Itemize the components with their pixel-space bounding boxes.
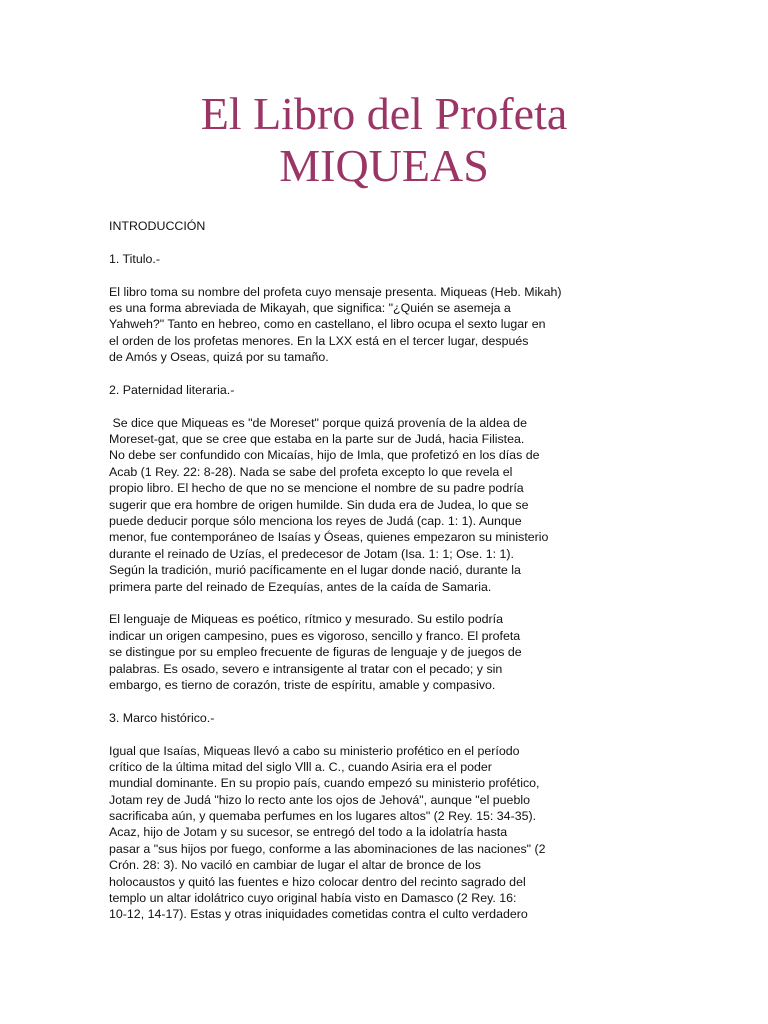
section-1-paragraph [109, 284, 589, 366]
section-3-heading: 3. Marco histórico.- [109, 710, 215, 725]
text-line: templo un altar idolátrico cuyo original había visto en Damasco (2 Rey. 16: [109, 891, 517, 906]
section-2-paragraph-1 [109, 415, 589, 595]
text-line: palabras. Es osado, severo e intransigente al tratar con el pecado; y sin [109, 661, 503, 676]
text-line: Igual que Isaías, Miqueas llevó a cabo su ministerio profético en el período [109, 743, 520, 758]
title-line-2: MIQUEAS [279, 140, 489, 191]
text-line: menor, fue contemporáneo de Isaías y Óseas, quienes empezaron su ministerio [109, 530, 549, 545]
text-line: mundial dominante. En su propio país, cuando empezó su ministerio profético, [109, 776, 540, 791]
section-3-paragraph [109, 743, 589, 923]
text-line: 10-12, 14-17). Estas y otras iniquidades cometidas contra el culto verdadero [109, 907, 528, 922]
section-2-paragraph-2 [109, 611, 589, 693]
text-line: holocaustos y quitó las fuentes e hizo colocar dentro del recinto sagrado del [109, 874, 526, 889]
text-line: Se dice que Miqueas es "de Moreset" porque quizá provenía de la aldea de [109, 415, 527, 430]
section-1-heading: 1. Titulo.- [109, 251, 160, 266]
text-line: No debe ser confundido con Micaías, hijo de Imla, que profetizó en los días de [109, 448, 540, 463]
text-line: Según la tradición, murió pacíficamente en el lugar donde nació, durante la [109, 563, 521, 578]
text-line: sugerir que era hombre de origen humilde. Sin duda era de Judea, lo que se [109, 497, 529, 512]
text-line: puede deducir porque sólo menciona los reyes de Judá (cap. 1: 1). Aunque [109, 514, 522, 529]
text-line: crítico de la última mitad del siglo Vlll a. C., cuando Asiria era el poder [109, 759, 492, 774]
text-line: propio libro. El hecho de que no se mencione el nombre de su padre podría [109, 481, 524, 496]
title-line-1: El Libro del Profeta [200, 88, 568, 139]
text-line: El lenguaje de Miqueas es poético, rítmico y mesurado. Su estilo podría [109, 612, 503, 627]
document-title [0, 88, 768, 192]
text-line: Acab (1 Rey. 22: 8-28). Nada se sabe del profeta excepto lo que revela el [109, 464, 513, 479]
section-2-heading: 2. Paternidad literaria.- [109, 382, 235, 397]
text-line: se distingue por su empleo frecuente de figuras de lenguaje y de juegos de [109, 645, 522, 660]
text-line: de Amós y Oseas, quizá por su tamaño. [109, 350, 329, 365]
text-line: Moreset-gat, que se cree que estaba en la parte sur de Judá, hacia Filistea. [109, 432, 525, 447]
text-line: Acaz, hijo de Jotam y su sucesor, se entregó del todo a la idolatría hasta [109, 825, 508, 840]
text-line: El libro toma su nombre del profeta cuyo mensaje presenta. Miqueas (Heb. Mikah) [109, 284, 562, 299]
text-line: primera parte del reinado de Ezequías, antes de la caída de Samaria. [109, 579, 492, 594]
text-line: Jotam rey de Judá "hizo lo recto ante los ojos de Jehová", aunque "el pueblo [109, 792, 530, 807]
text-line: el orden de los profetas menores. En la LXX está en el tercer lugar, después [109, 333, 529, 348]
document-body [109, 218, 589, 923]
intro-heading: INTRODUCCIÓN [109, 219, 206, 233]
text-line: indicar un origen campesino, pues es vigoroso, sencillo y franco. El profeta [109, 628, 521, 643]
text-line: embargo, es tierno de corazón, triste de espíritu, amable y compasivo. [109, 677, 496, 692]
text-line: sacrificaba aún, y quemaba perfumes en los lugares altos" (2 Rey. 15: 34-35). [109, 809, 537, 824]
text-line: es una forma abreviada de Mikayah, que significa: "¿Quién se asemeja a [109, 300, 511, 315]
text-line: pasar a "sus hijos por fuego, conforme a las abominaciones de las naciones" (2 [109, 841, 546, 856]
text-line: durante el reinado de Uzías, el predecesor de Jotam (Isa. 1: 1; Ose. 1: 1). [109, 546, 514, 561]
text-line: Crón. 28: 3). No vaciló en cambiar de lugar el altar de bronce de los [109, 858, 481, 873]
text-line: Yahweh?" Tanto en hebreo, como en castellano, el libro ocupa el sexto lugar en [109, 317, 546, 332]
